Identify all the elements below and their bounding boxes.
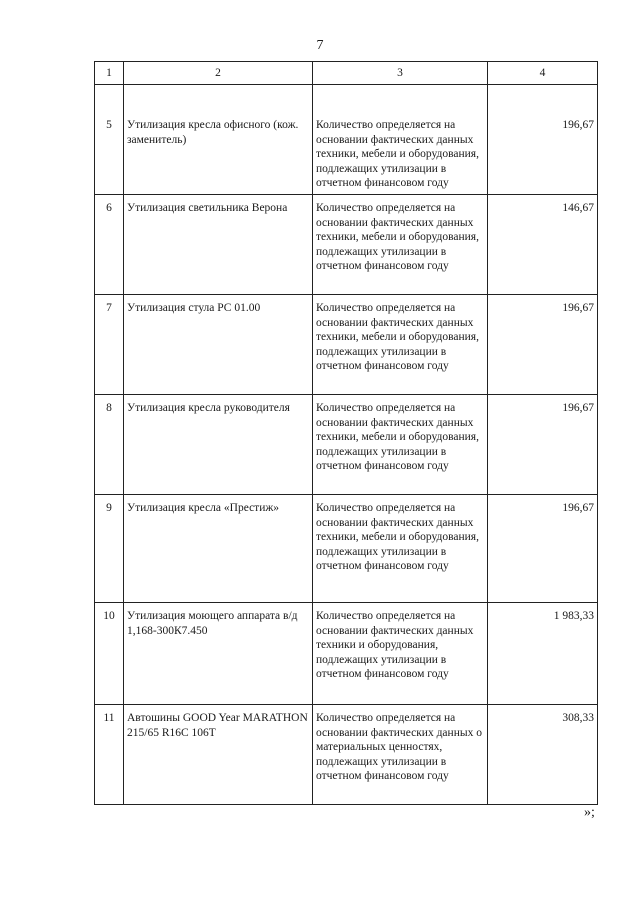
- column-header-1: 1: [95, 62, 124, 85]
- row-name: Утилизация светильника Верона: [124, 194, 313, 294]
- table-row: [95, 194, 598, 294]
- row-description: Количество определяется на основании фактических данных техники, мебели и оборудования, подлежащих утилизации в отчетном финансовом году: [313, 85, 488, 195]
- row-description: Количество определяется на основании фактических данных о материальных ценностях, подлежащих утилизации в отчетном финансовом году: [313, 704, 488, 804]
- page-number: 7: [316, 38, 324, 53]
- closing-quote-mark: »;: [584, 805, 595, 820]
- row-price: 196,67: [488, 85, 598, 195]
- column-header-3: 3: [313, 62, 488, 85]
- row-number: 9: [95, 494, 124, 602]
- row-name: Автошины GOOD Year MARATHON 215/65 R16C 106T: [124, 704, 313, 804]
- row-number: 10: [95, 602, 124, 704]
- table-row: [95, 85, 598, 195]
- row-price: 196,67: [488, 294, 598, 394]
- row-description: Количество определяется на основании фактических данных техники, мебели и оборудования, подлежащих утилизации в отчетном финансовом году: [313, 294, 488, 394]
- row-description: Количество определяется на основании фактических данных техники и оборудования, подлежащих утилизации в отчетном финансовом году: [313, 602, 488, 704]
- row-number: 5: [95, 85, 124, 195]
- row-number: 11: [95, 704, 124, 804]
- row-description: Количество определяется на основании фактических данных техники, мебели и оборудования, подлежащих утилизации в отчетном финансовом году: [313, 394, 488, 494]
- row-price: 308,33: [488, 704, 598, 804]
- row-number: 7: [95, 294, 124, 394]
- row-price: 196,67: [488, 494, 598, 602]
- row-description: Количество определяется на основании фактических данных техники, мебели и оборудования, подлежащих утилизации в отчетном финансовом году: [313, 494, 488, 602]
- table-row: [95, 602, 598, 704]
- table-row: [95, 294, 598, 394]
- row-price: 146,67: [488, 194, 598, 294]
- column-header-2: 2: [124, 62, 313, 85]
- row-name: Утилизация моющего аппарата в/д 1,168-300К7.450: [124, 602, 313, 704]
- row-number: 6: [95, 194, 124, 294]
- row-price: 1 983,33: [488, 602, 598, 704]
- row-name: Утилизация кресла офисного (кож. заменитель): [124, 85, 313, 195]
- table-row: [95, 394, 598, 494]
- row-name: Утилизация кресла руководителя: [124, 394, 313, 494]
- row-description: Количество определяется на основании фактических данных техники, мебели и оборудования, подлежащих утилизации в отчетном финансовом году: [313, 194, 488, 294]
- row-name: Утилизация стула РС 01.00: [124, 294, 313, 394]
- document-table: [94, 61, 598, 805]
- table-header-row: [95, 62, 598, 85]
- table-row: [95, 704, 598, 804]
- row-name: Утилизация кресла «Престиж»: [124, 494, 313, 602]
- table-row: [95, 494, 598, 602]
- row-number: 8: [95, 394, 124, 494]
- row-price: 196,67: [488, 394, 598, 494]
- column-header-4: 4: [488, 62, 598, 85]
